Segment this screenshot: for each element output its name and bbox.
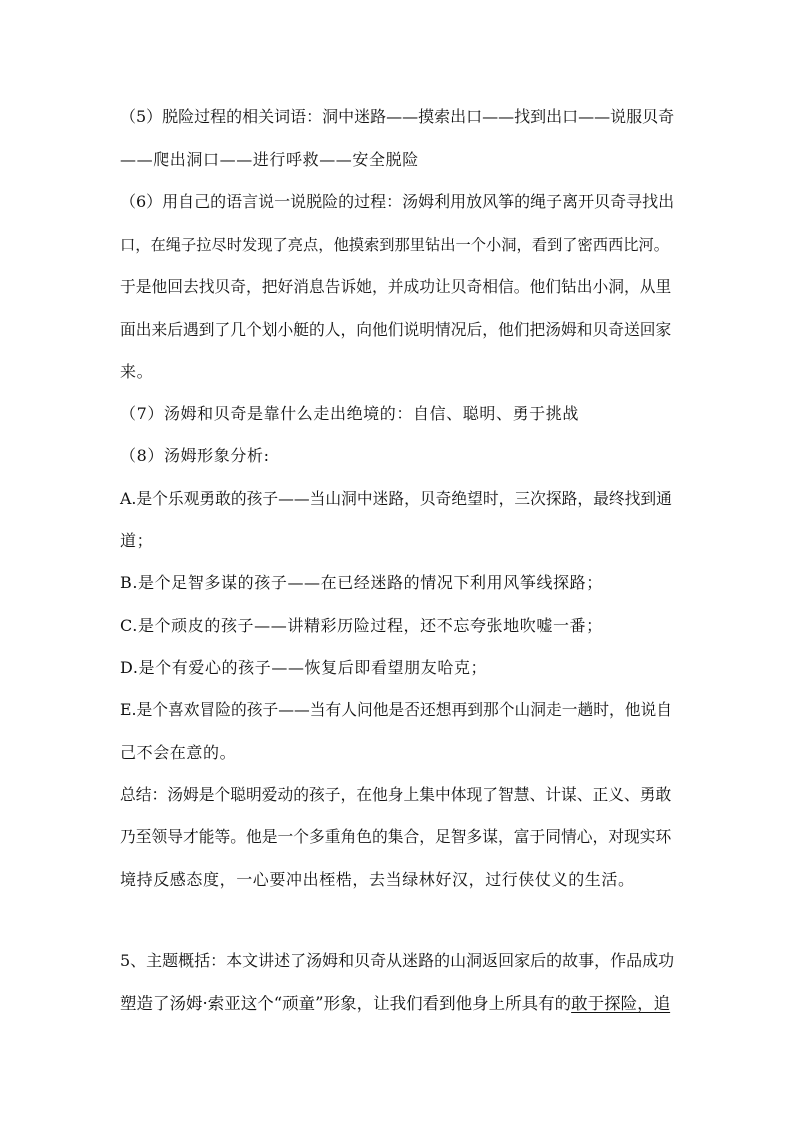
item5-line2: ——爬出洞口——进行呼救——安全脱险: [120, 150, 419, 169]
item8-e-line1: E.是个喜欢冒险的孩子——当有人问他是否还想再到那个山洞走一趟时，他说自: [120, 700, 673, 719]
item6-line4: 面出来后遇到了几个划小艇的人，向他们说明情况后，他们把汤姆和贝奇送回家: [120, 320, 672, 339]
item8-b: B.是个足智多谋的孩子——在已经迷路的情况下利用风筝线探路；: [120, 573, 603, 592]
summary-line1: 总结：汤姆是个聪明爱动的孩子，在他身上集中体现了智慧、计谋、正义、勇敢: [120, 785, 672, 804]
section5-line2-text: 塑造了汤姆·索亚这个“顽童”形象，让我们看到他身上所具有的: [120, 994, 572, 1013]
item6-line3: 于是他回去找贝奇，把好消息告诉她，并成功让贝奇相信。他们钻出小洞，从里: [120, 277, 672, 296]
summary-line2: 乃至领导才能等。他是一个多重角色的集合，足智多谋，富于同情心，对现实环: [120, 827, 672, 846]
section5-line2: [120, 994, 670, 1014]
item6-line5: 来。: [120, 362, 154, 381]
item8-a-line1: A.是个乐观勇敢的孩子——当山洞中迷路，贝奇绝望时，三次探路，最终找到通: [120, 489, 672, 508]
item6-line1: （6）用自己的语言说一说脱险的过程：汤姆利用放风筝的绳子离开贝奇寻找出: [120, 192, 675, 211]
item8-a-line2: 道；: [120, 531, 154, 550]
item8-e-line2: 己不会在意的。: [120, 743, 237, 762]
section5-line1: 5、主题概括：本文讲述了汤姆和贝奇从迷路的山洞返回家后的故事，作品成功: [120, 951, 675, 970]
summary-line3: 境持反感态度，一心要冲出桎梏，去当绿林好汉，过行侠仗义的生活。: [120, 870, 635, 889]
item8-d: D.是个有爱心的孩子——恢复后即看望朋友哈克；: [120, 658, 488, 677]
item8-c: C.是个顽皮的孩子——讲精彩历险过程，还不忘夸张地吹嘘一番；: [120, 616, 603, 635]
section5-underlined-text: 敢于探险，追: [571, 994, 671, 1013]
item6-line2: 口，在绳子拉尽时发现了亮点，他摸索到那里钻出一个小洞，看到了密西西比河。: [120, 236, 669, 254]
item7-line1: （7）汤姆和贝奇是靠什么走出绝境的：自信、聪明、勇于挑战: [120, 404, 579, 423]
item8-heading: （8）汤姆形象分析:: [120, 446, 270, 465]
item5-line1: （5）脱险过程的相关词语：洞中迷路——摸索出口——找到出口——说服贝奇: [120, 107, 675, 126]
